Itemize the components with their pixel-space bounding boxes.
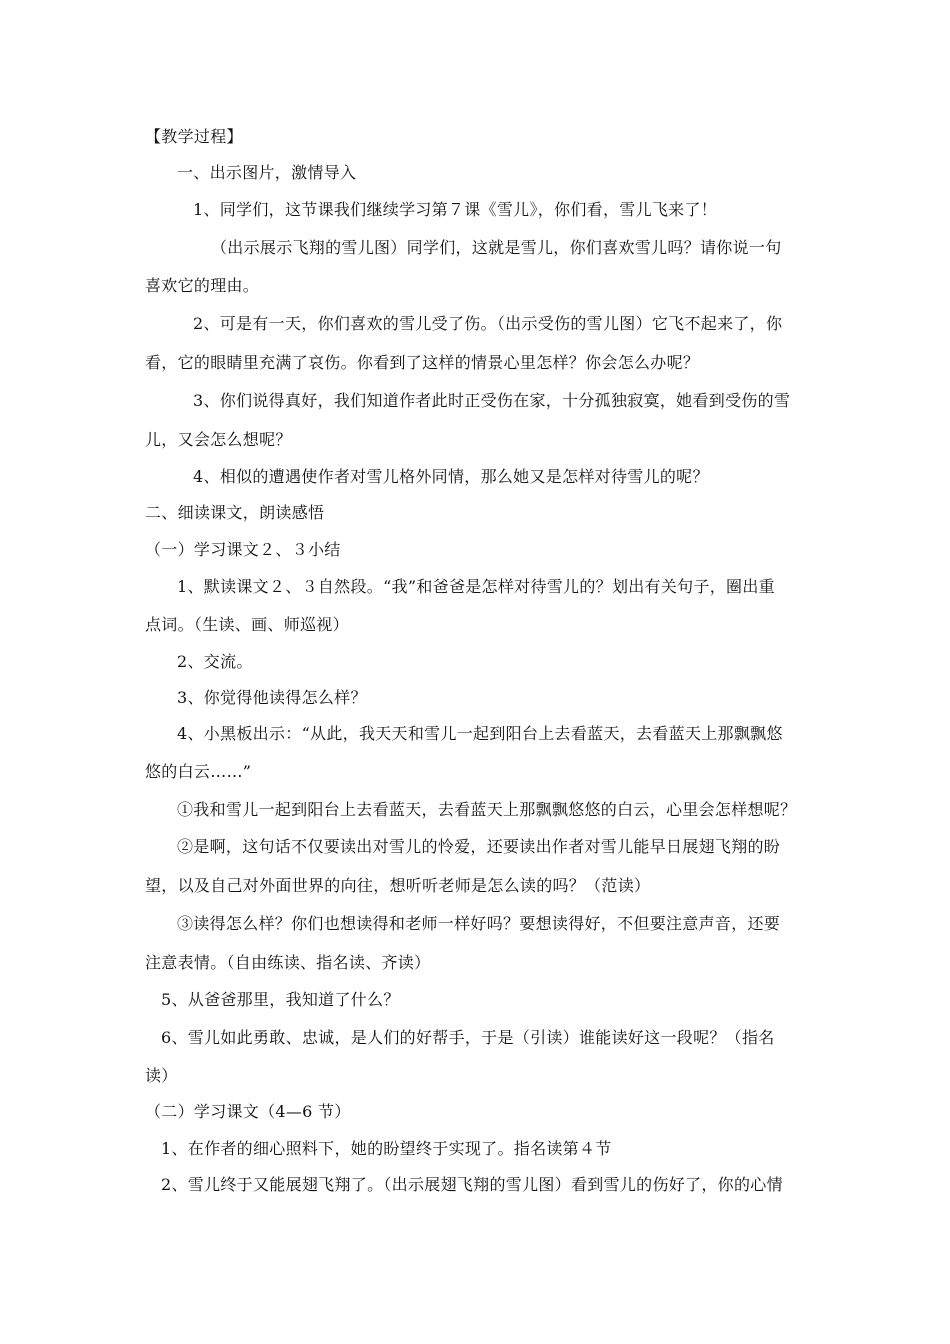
paragraph: 悠的白云……” — [145, 762, 252, 781]
paragraph: 儿，又会怎么想呢？ — [145, 430, 292, 449]
paragraph: （出示展示飞翔的雪儿图）同学们，这就是雪儿，你们喜欢雪儿吗？请你说一句 — [211, 238, 782, 257]
paragraph: 1、默读课文２、３自然段。“我”和爸爸是怎样对待雪儿的？划出有关句子，圈出重 — [177, 577, 775, 596]
paragraph: 6、雪儿如此勇敢、忠诚，是人们的好帮手，于是（引读）谁能读好这一段呢？（指名 — [161, 1028, 775, 1047]
paragraph: 4、小黑板出示：“从此，我天天和雪儿一起到阳台上去看蓝天，去看蓝天上那飘飘悠 — [177, 724, 783, 743]
paragraph: 注意表情。（自由练读、指名读、齐读） — [145, 953, 431, 972]
paragraph: 1、同学们，这节课我们继续学习第７课《雪儿》，你们看，雪儿飞来了！ — [193, 200, 718, 219]
paragraph: 3、你觉得他读得怎么样？ — [177, 688, 367, 707]
paragraph: ③读得怎么样？你们也想读得和老师一样好吗？要想读得好，不但要注意声音，还要 — [177, 914, 781, 933]
paragraph: 2、雪儿终于又能展翅飞翔了。（出示展翅飞翔的雪儿图）看到雪儿的伤好了，你的心情 — [161, 1175, 783, 1194]
subsection-title: （一）学习课文２、３小结 — [145, 540, 341, 559]
section-title-2: 二、细读课文，朗读感悟 — [145, 503, 325, 522]
section-heading: 【教学过程】 — [145, 127, 243, 146]
paragraph: 2、交流。 — [177, 652, 253, 671]
paragraph: 3、你们说得真好，我们知道作者此时正受伤在家，十分孤独寂寞，她看到受伤的雪 — [193, 391, 791, 410]
paragraph: 望，以及自己对外面世界的向往，想听听老师是怎么读的吗？（范读） — [145, 876, 651, 895]
subsection-title: （二）学习课文（4—6 节） — [145, 1102, 351, 1121]
paragraph: ②是啊，这句话不仅要读出对雪儿的怜爱，还要读出作者对雪儿能早日展翅飞翔的盼 — [177, 837, 781, 856]
section-title-1: 一、出示图片，激情导入 — [177, 163, 357, 182]
paragraph: 读） — [145, 1066, 178, 1085]
paragraph: 点词。（生读、画、师巡视） — [145, 615, 349, 634]
paragraph: 看，它的眼睛里充满了哀伤。你看到了这样的情景心里怎样？你会怎么办呢？ — [145, 353, 700, 372]
paragraph: 5、从爸爸那里，我知道了什么？ — [161, 990, 400, 1009]
paragraph: ①我和雪儿一起到阳台上去看蓝天，去看蓝天上那飘飘悠悠的白云，心里会怎样想呢？ — [177, 800, 797, 819]
paragraph: 喜欢它的理由。 — [145, 276, 260, 295]
paragraph: 1、在作者的细心照料下，她的盼望终于实现了。指名读第４节 — [161, 1139, 612, 1158]
paragraph: 4、相似的遭遇使作者对雪儿格外同情，那么她又是怎样对待雪儿的呢？ — [193, 467, 709, 486]
paragraph: 2、可是有一天，你们喜欢的雪儿受了伤。（出示受伤的雪儿图）它飞不起来了，你 — [193, 314, 783, 333]
